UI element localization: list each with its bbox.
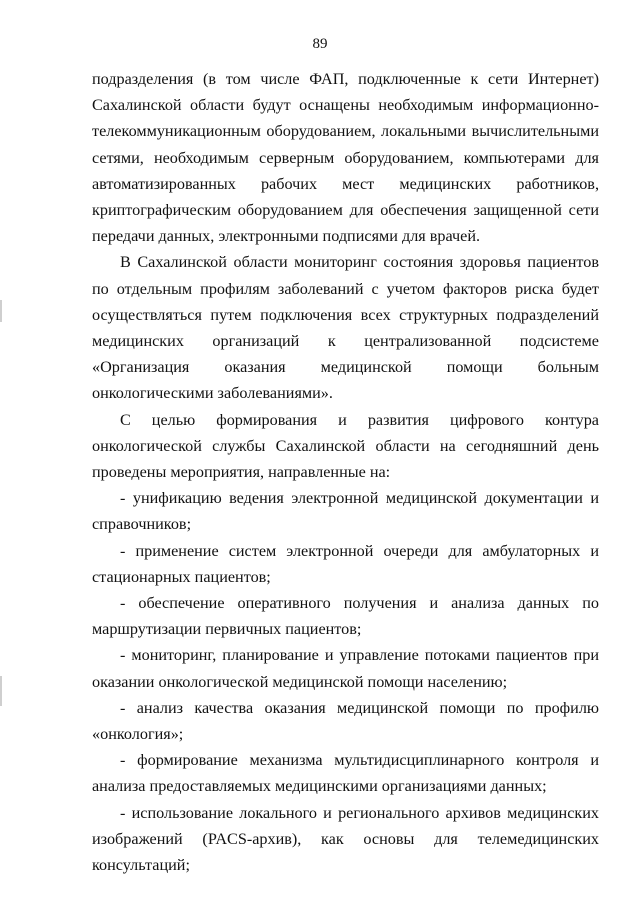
list-item: - анализ качества оказания медицинской помощи по профилю «онкология»;	[92, 698, 599, 744]
scan-edge-mark	[0, 676, 2, 706]
paragraph: В Сахалинской области мониторинг состояния здоровья пациентов по отдельным профилям заболеваний с учетом факторов риска будет осуществляться путем подключения всех структурных подразделений медицинских организаций к централизованной подсистеме «Организация оказания медицинской помощи больным онкологическими заболеваниями».	[92, 253, 599, 403]
document-body	[92, 66, 599, 878]
paragraph: подразделения (в том числе ФАП, подключенные к сети Интернет) Сахалинской области будут оснащены необходимым информационно-телекоммуникационным оборудованием, локальными вычислительными сетями, необходимым серверным оборудованием, компьютерами для автоматизированных рабочих мест медицинских работников, криптографическим оборудованием для обеспечения защищенной сети передачи данных, электронными подписями для врачей.	[92, 70, 599, 246]
list-item: - обеспечение оперативного получения и анализа данных по маршрутизации первичных пациентов;	[92, 594, 599, 639]
scan-edge-mark	[0, 300, 2, 322]
list-item: - унификацию ведения электронной медицинской документации и справочников;	[92, 489, 599, 534]
page-number: 89	[312, 36, 328, 52]
list-item: - мониторинг, планирование и управление потоками пациентов при оказании онкологической медицинской помощи населению;	[92, 646, 599, 691]
list-item: - использование локального и регионального архивов медицинских изображений (PACS-архив), как основы для телемедицинских консультаций;	[92, 803, 599, 875]
list-item: - применение систем электронной очереди для амбулаторных и стационарных пациентов;	[92, 541, 599, 586]
paragraph: С целью формирования и развития цифрового контура онкологической службы Сахалинской области на сегодняшний день проведены мероприятия, направленные на:	[92, 410, 599, 482]
list-item: - формирование механизма мультидисциплинарного контроля и анализа предоставляемых медицинскими организациями данных;	[92, 751, 599, 796]
